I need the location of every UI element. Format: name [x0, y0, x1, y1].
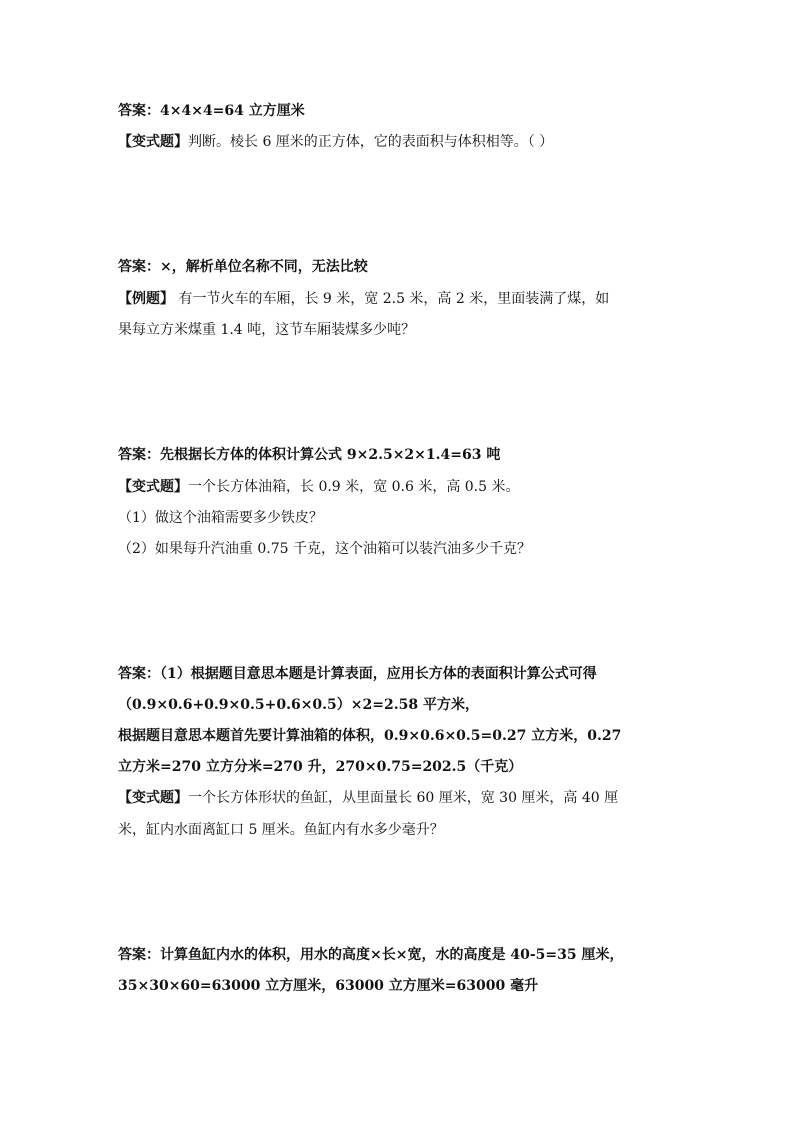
question-line	[118, 289, 688, 309]
answer-line: 答案：×，解析单位名称不同，无法比较	[118, 259, 368, 275]
question-tag: 【例题】	[118, 291, 174, 307]
question-tag: 【变式题】	[118, 790, 188, 806]
answer-line: 35×30×60=63000 立方厘米，63000 立方厘米=63000 毫升	[118, 978, 539, 994]
question-line: 果每立方米煤重 1.4 吨，这节车厢装煤多少吨？	[118, 322, 416, 338]
question-tag: 【变式题】	[118, 479, 188, 495]
question-text: 判断。棱长 6 厘米的正方体，它的表面积与体积相等。（ ）	[188, 134, 554, 150]
question-tag: 【变式题】	[118, 134, 188, 150]
answer-line: 答案：计算鱼缸内水的体积，用水的高度×长×宽，水的高度是 40-5=35 厘米，	[118, 947, 624, 963]
answer-line: 答案：（1）根据题目意思本题是计算表面，应用长方体的表面积计算公式可得	[118, 666, 597, 682]
question-text: 有一节火车的车厢，长 9 米，宽 2.5 米，高 2 米，里面装满了煤，如	[174, 291, 610, 307]
question-line	[118, 132, 688, 152]
answer-line: （0.9×0.6+0.9×0.5+0.6×0.5）×2=2.58 平方米，	[118, 697, 479, 713]
answer-line: 答案：4×4×4=64 立方厘米	[118, 103, 305, 119]
answer-line: 答案：先根据长方体的体积计算公式 9×2.5×2×1.4=63 吨	[118, 447, 501, 463]
question-text: 一个长方体油箱，长 0.9 米，宽 0.6 米，高 0.5 米。	[188, 479, 520, 495]
question-line	[118, 477, 688, 497]
question-line: 米，缸内水面离缸口 5 厘米。鱼缸内有水多少毫升？	[118, 822, 444, 838]
question-line	[118, 788, 688, 808]
question-line: （1）做这个油箱需要多少铁皮？	[118, 510, 323, 526]
question-line: （2）如果每升汽油重 0.75 千克，这个油箱可以装汽油多少千克？	[118, 541, 531, 557]
answer-line: 立方米=270 立方分米=270 升，270×0.75=202.5（千克）	[118, 759, 523, 775]
answer-line: 根据题目意思本题首先要计算油箱的体积，0.9×0.6×0.5=0.27 立方米，0.27	[118, 728, 622, 744]
question-text: 一个长方体形状的鱼缸，从里面量长 60 厘米，宽 30 厘米，高 40 厘	[188, 790, 619, 806]
